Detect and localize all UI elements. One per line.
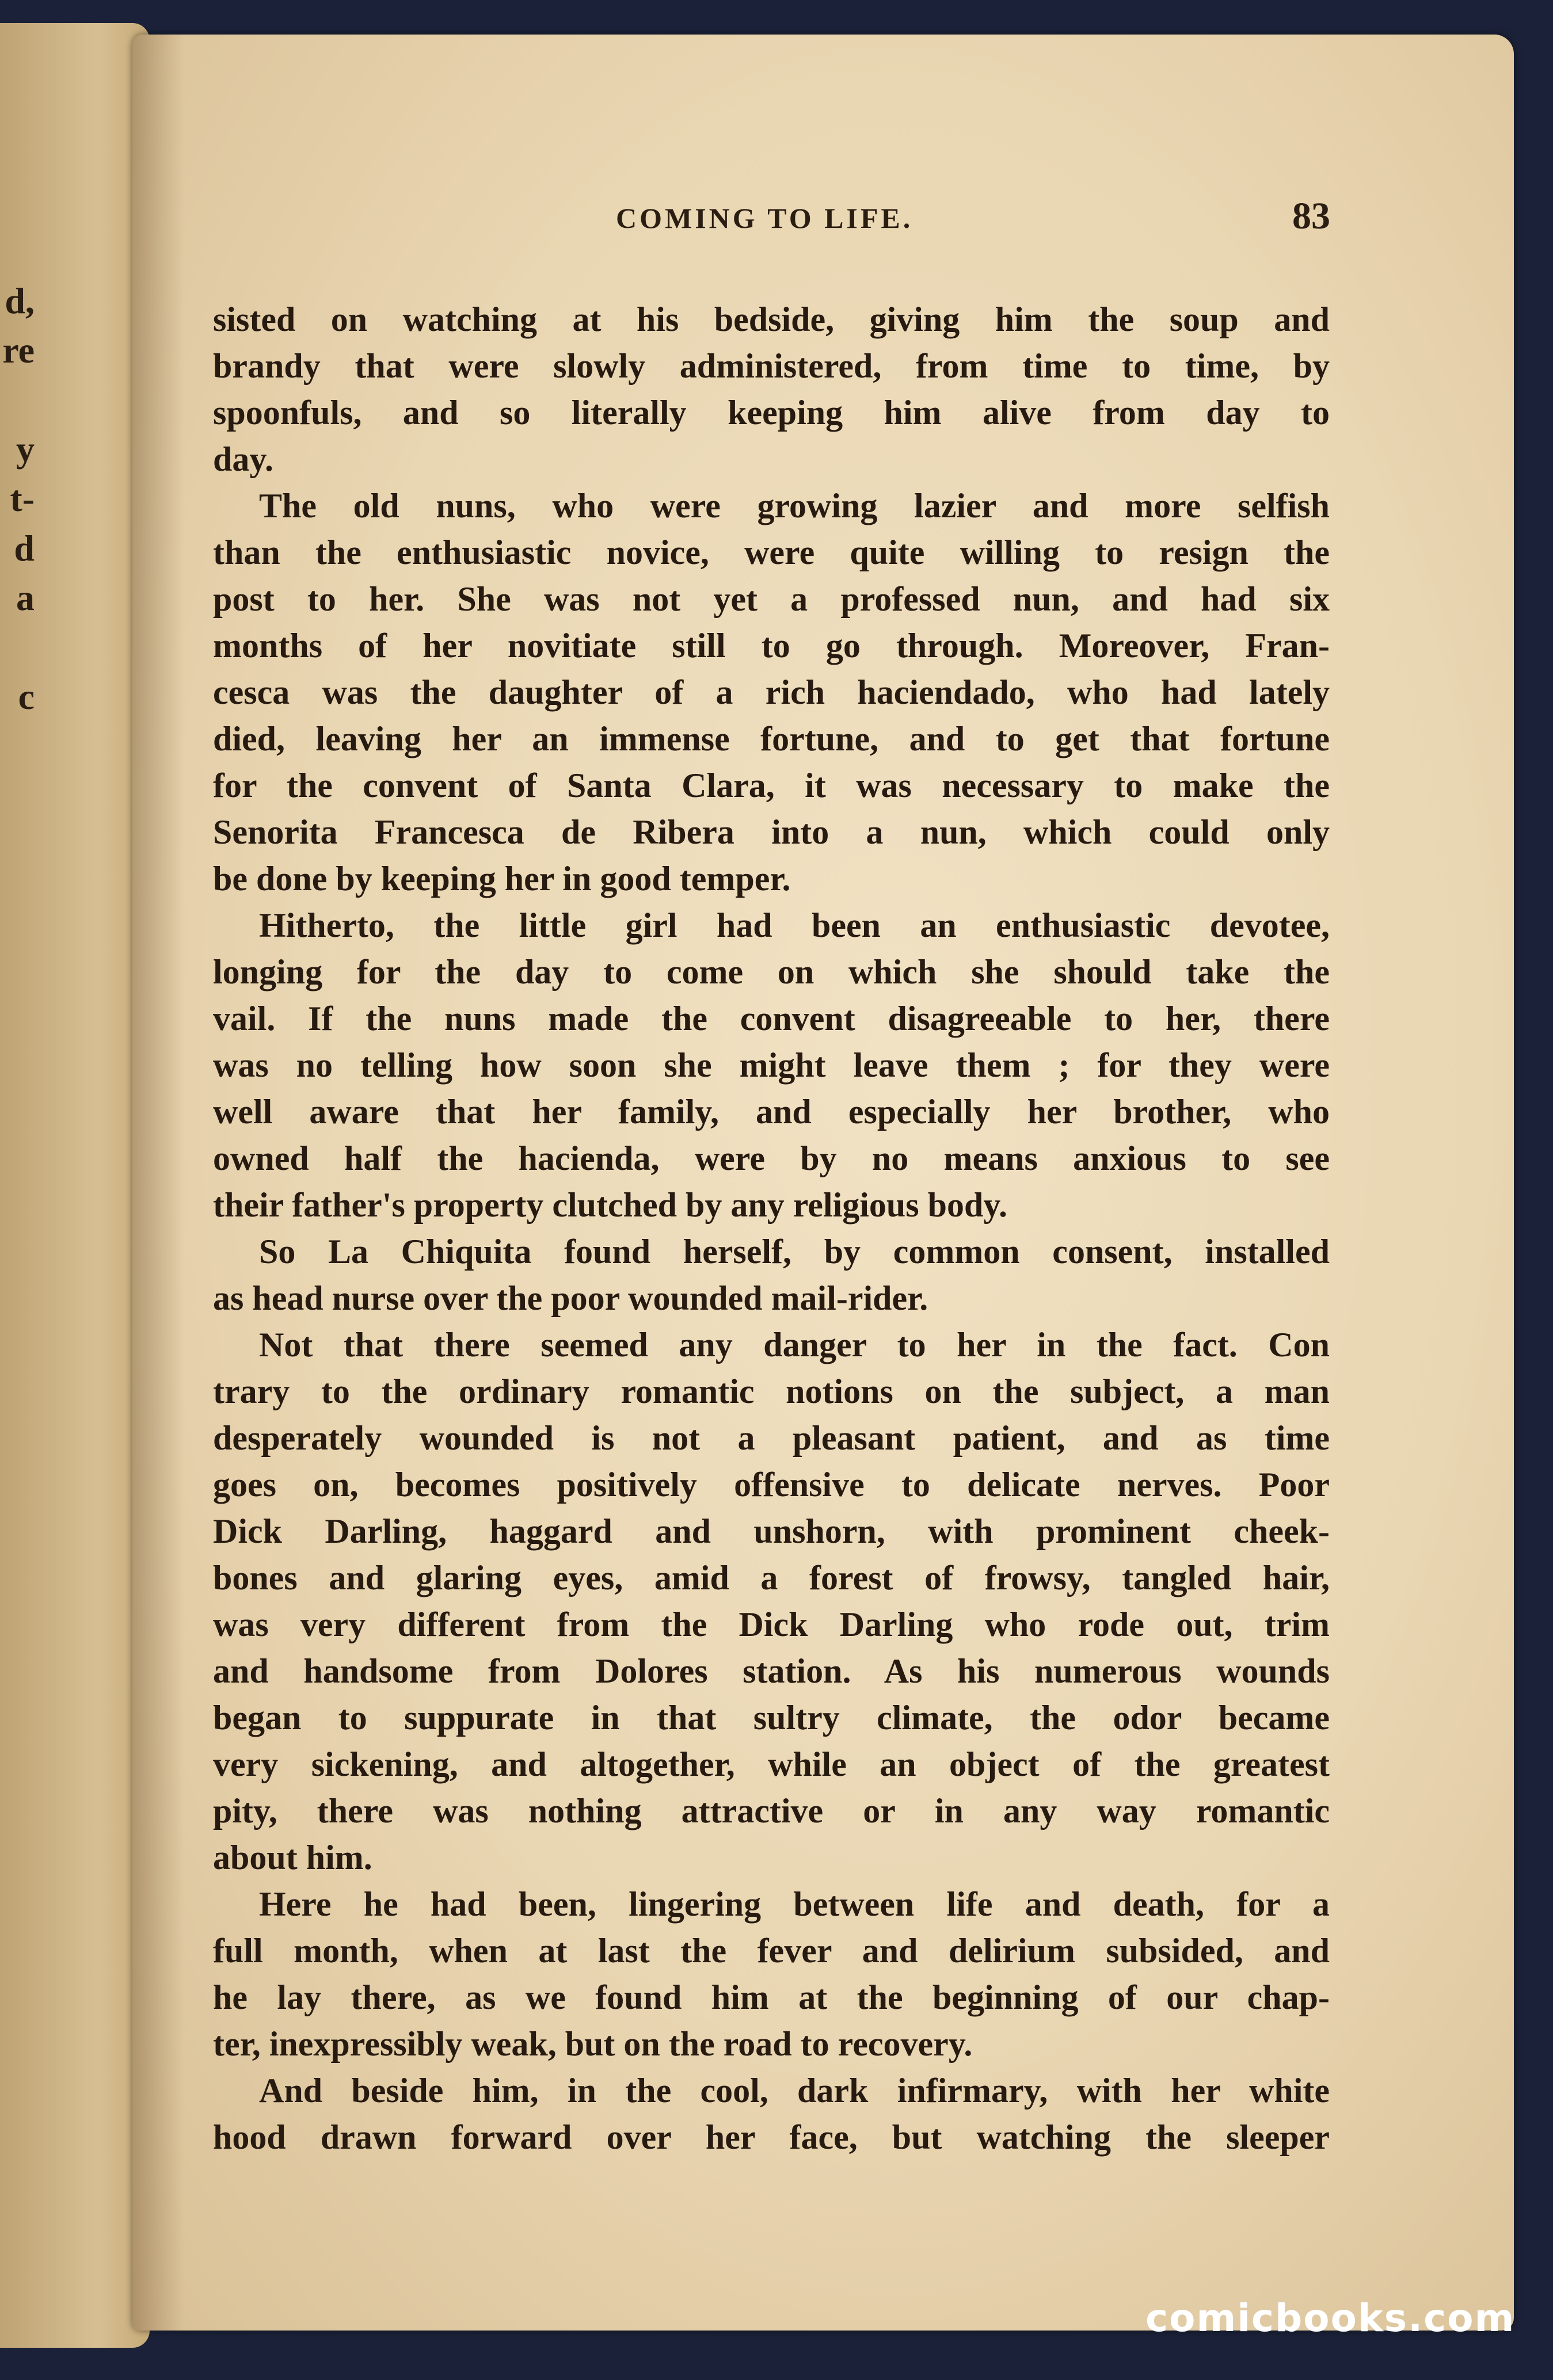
text-line: vail. If the nuns made the convent disagreeable to her, there bbox=[213, 1000, 1330, 1038]
left-fragment: re bbox=[2, 330, 35, 371]
text-line: very sickening, and altogether, while an object of the greatest bbox=[213, 1745, 1330, 1783]
text-line: longing for the day to come on which she should take the bbox=[213, 953, 1330, 991]
text-line: ter, inexpressibly weak, but on the road to recovery. bbox=[213, 2025, 973, 2063]
text-line: desperately wounded is not a pleasant patient, and as time bbox=[213, 1419, 1330, 1457]
text-line: than the enthusiastic novice, were quite willing to resign the bbox=[213, 533, 1330, 571]
left-page-text-fragments bbox=[0, 276, 35, 722]
text-line: spoonfuls, and so literally keeping him alive from day to bbox=[213, 394, 1330, 432]
left-fragment bbox=[0, 623, 35, 672]
page-gutter-shadow bbox=[132, 35, 184, 2331]
text-line: be done by keeping her in good temper. bbox=[213, 860, 791, 898]
text-line: trary to the ordinary romantic notions on the subject, a man bbox=[213, 1372, 1330, 1410]
text-line: died, leaving her an immense fortune, and to get that fortune bbox=[213, 720, 1330, 758]
text-line: Dick Darling, haggard and unshorn, with prominent cheek- bbox=[213, 1512, 1330, 1550]
text-line: pity, there was nothing attractive or in any way romantic bbox=[213, 1792, 1330, 1830]
text-line: for the convent of Santa Clara, it was necessary to make the bbox=[213, 766, 1330, 804]
left-fragment: c bbox=[18, 676, 35, 717]
text-line: was very different from the Dick Darling who rode out, trim bbox=[213, 1605, 1330, 1643]
text-line: day. bbox=[213, 440, 274, 478]
watermark: comicbooks.com bbox=[1145, 2296, 1516, 2340]
text-line: goes on, becomes positively offensive to delicate nerves. Poor bbox=[213, 1466, 1330, 1504]
text-line: sisted on watching at his bedside, giving him the soup and bbox=[213, 300, 1330, 338]
text-line: their father's property clutched by any religious body. bbox=[213, 1186, 1008, 1224]
text-line: And beside him, in the cool, dark infirmary, with her white bbox=[259, 2072, 1330, 2110]
text-line: as head nurse over the poor wounded mail-rider. bbox=[213, 1279, 928, 1317]
text-line: and handsome from Dolores station. As his numerous wounds bbox=[213, 1652, 1330, 1690]
left-page-edge bbox=[0, 23, 150, 2348]
left-fragment: d, bbox=[5, 280, 35, 321]
left-fragment: y bbox=[16, 429, 35, 470]
text-line: The old nuns, who were growing lazier and more selfish bbox=[259, 487, 1330, 525]
text-line: post to her. She was not yet a professed nun, and had six bbox=[213, 580, 1330, 618]
text-line: bones and glaring eyes, amid a forest of frowsy, tangled hair, bbox=[213, 1559, 1330, 1597]
text-line: well aware that her family, and especially her brother, who bbox=[213, 1093, 1330, 1131]
book-page bbox=[132, 35, 1514, 2331]
text-line: Not that there seemed any danger to her in the fact. Con bbox=[259, 1326, 1330, 1364]
left-fragment: d bbox=[14, 528, 35, 569]
text-line: he lay there, as we found him at the beginning of our chap- bbox=[213, 1978, 1330, 2016]
text-line: began to suppurate in that sultry climate, the odor became bbox=[213, 1699, 1330, 1737]
text-line: cesca was the daughter of a rich haciendado, who had lately bbox=[213, 673, 1330, 711]
text-line: was no telling how soon she might leave them ; for they were bbox=[213, 1046, 1330, 1084]
text-line: hood drawn forward over her face, but watching the sleeper bbox=[213, 2118, 1330, 2156]
text-line: about him. bbox=[213, 1839, 372, 1876]
text-line: Hitherto, the little girl had been an enthusiastic devotee, bbox=[259, 906, 1330, 944]
text-line: Senorita Francesca de Ribera into a nun, which could only bbox=[213, 813, 1330, 851]
running-header bbox=[132, 195, 1439, 247]
left-fragment: t- bbox=[10, 478, 35, 519]
text-line: So La Chiquita found herself, by common consent, installed bbox=[259, 1233, 1330, 1271]
running-title: COMING TO LIFE. bbox=[616, 202, 913, 234]
left-fragment bbox=[0, 375, 35, 425]
text-line: Here he had been, lingering between life and death, for a bbox=[259, 1885, 1330, 1923]
body-text bbox=[213, 296, 1330, 2161]
text-line: owned half the hacienda, were by no means anxious to see bbox=[213, 1139, 1330, 1177]
text-line: brandy that were slowly administered, from time to time, by bbox=[213, 347, 1330, 385]
left-fragment: a bbox=[16, 577, 35, 618]
text-line: full month, when at last the fever and delirium subsided, and bbox=[213, 1932, 1330, 1970]
page-number: 83 bbox=[1292, 195, 1330, 237]
text-line: months of her novitiate still to go through. Moreover, Fran- bbox=[213, 627, 1330, 665]
